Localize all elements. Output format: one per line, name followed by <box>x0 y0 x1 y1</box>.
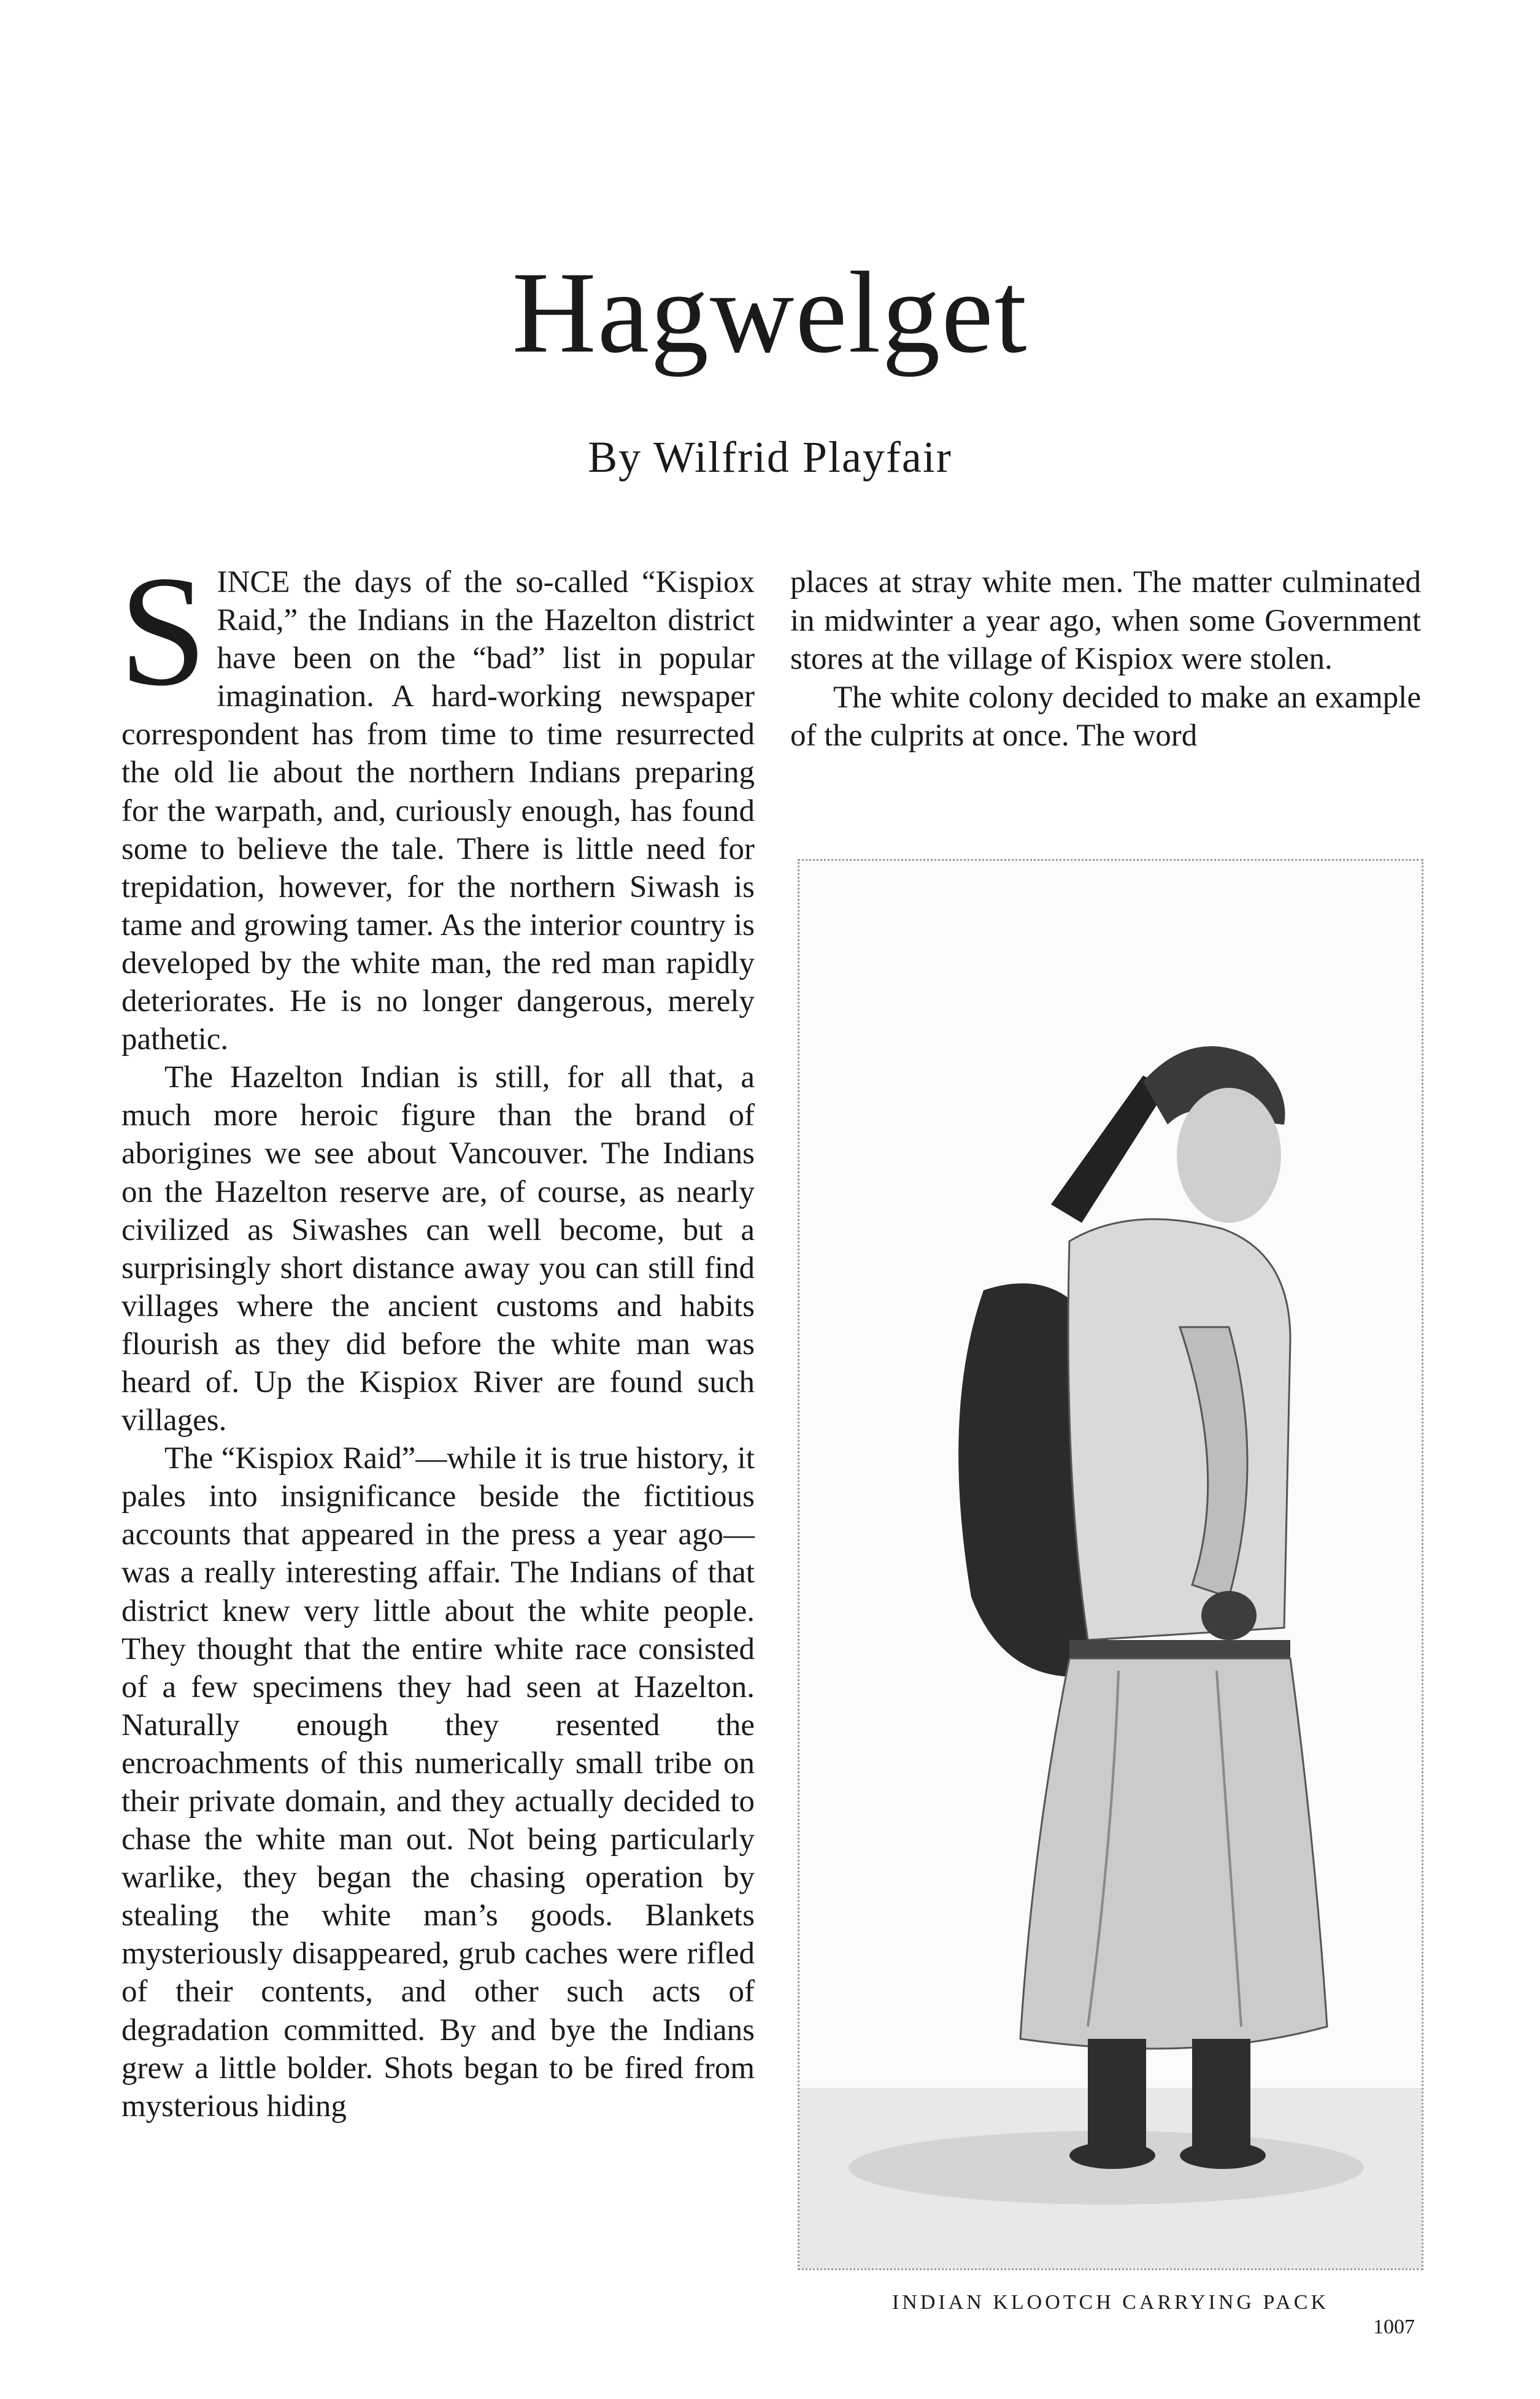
paragraph-1 <box>119 543 755 1058</box>
tumpline-strap <box>1051 1076 1168 1223</box>
paragraph-3: The “Kispiox Raid”—while it is true history, it pales into insignificance beside the fictitious accounts that appeared in the press a year ago—was a really interesting affair. The Indians of that district knew very little about the white people. They thought that the entire white race consisted of a few specimens they had seen at Hazelton. Naturally enough they resented the encroachments of this numerically small tribe on their private domain, and they actually decided to chase the white man out. Not being particularly warlike, they began the chasing operation by stealing the white man’s goods. Blankets mysteriously disappeared, grub caches were rifled of their contents, and other such acts of degradation committed. By and bye the Indians grew a little bolder. Shots began to be fired from mysterious hiding <box>121 1441 755 2124</box>
skirt <box>1020 1658 1327 2049</box>
paragraph-4: places at stray white men. The matter culminated in midwinter a year ago, when some Government stores at the village of Kispiox were stolen. <box>790 565 1421 676</box>
paragraph-5: The white colony decided to make an example of the culprits at once. The word <box>790 680 1421 753</box>
right-foot <box>1180 2142 1266 2169</box>
right-column <box>790 563 1421 755</box>
byline: By Wilfrid Playfair <box>588 433 952 482</box>
drop-cap: S <box>119 543 207 718</box>
right-boot <box>1192 2039 1250 2149</box>
hands <box>1201 1591 1257 1640</box>
paragraph-1-text: INCE the days of the so-called “Kispiox Raid,” the Indians in the Hazelton district have been on the “bad” list in popular imagination. A hard-working newspaper correspondent has from time to time resurrected the old lie about the northern Indians preparing for the warpath, and, curiously enough, has found some to believe the tale. There is little need for trepidation, however, for the northern Siwash is tame and growing tamer. As the interior country is developed by the white man, the red man rapidly deteriorates. He is no longer dangerous, merely pathetic. <box>121 565 755 1057</box>
photograph <box>798 859 1423 2270</box>
photo-illustration <box>799 861 1422 2268</box>
page-number: 1007 <box>1373 2316 1415 2338</box>
face <box>1177 1088 1281 1223</box>
blouse <box>1068 1219 1290 1640</box>
paragraph-2: The Hazelton Indian is still, for all that, a much more heroic figure than the brand of aborigines we see about Vancouver. The Indians on the Hazelton reserve are, of course, as nearly civilized as Siwashes can well become, but a surprisingly short distance away you can still find villages where the ancient customs and habits flourish as they did before the white man was heard of. Up the Kispiox River are found such villages. <box>121 1060 755 1438</box>
left-foot <box>1069 2142 1155 2169</box>
left-column <box>119 543 755 2125</box>
article-title: Hagwelget <box>512 248 1028 377</box>
figure-caption: INDIAN KLOOTCH CARRYING PACK <box>891 2291 1330 2314</box>
left-boot <box>1088 2039 1146 2149</box>
